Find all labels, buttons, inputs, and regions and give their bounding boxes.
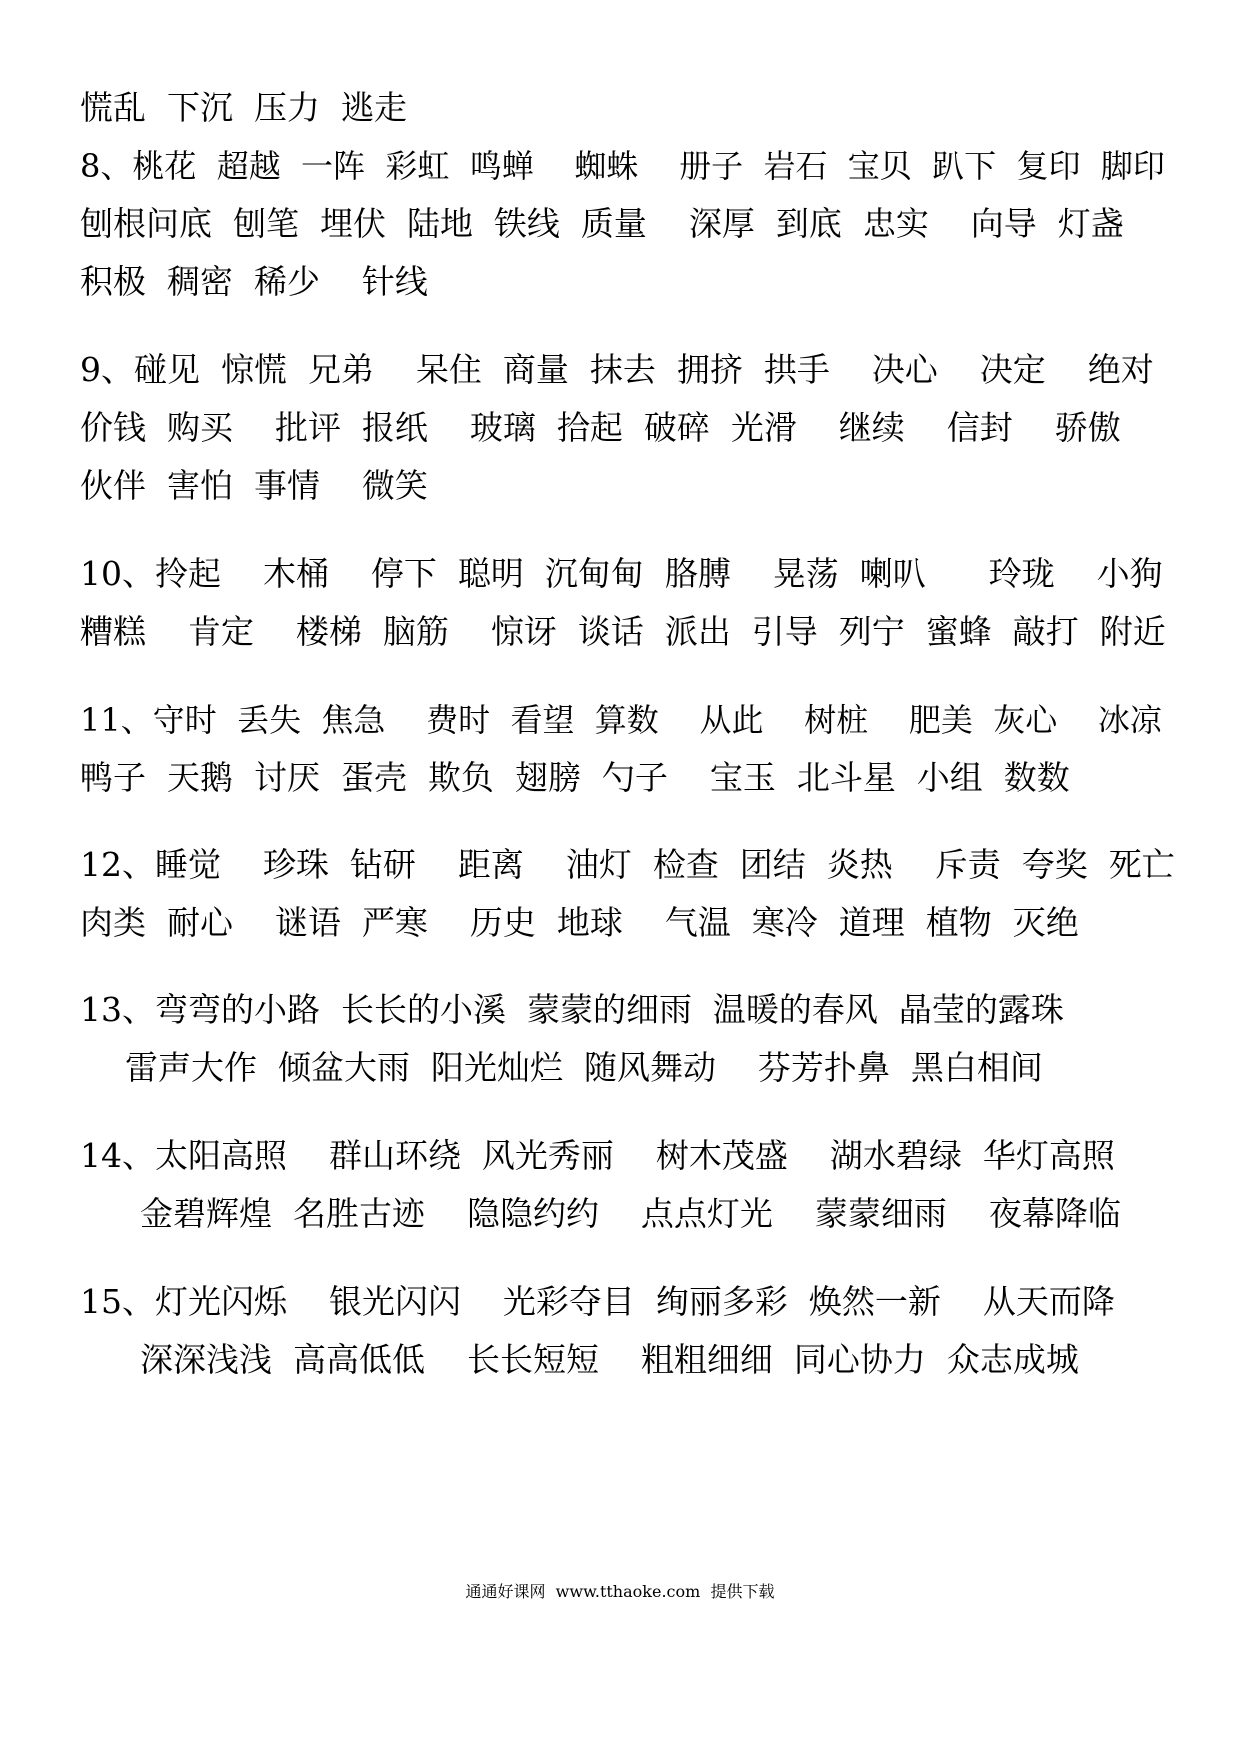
text-line: 雷声大作 倾盆大雨 阳光灿烂 随风舞动 芬芳扑鼻 黑白相间	[125, 1048, 1043, 1087]
text-line: 肉类 耐心 谜语 严寒 历史 地球 气温 寒冷 道理 植物 灭绝	[80, 903, 1079, 942]
text-line: 15、灯光闪烁 银光闪闪 光彩夺目 绚丽多彩 焕然一新 从天而降	[80, 1282, 1115, 1321]
text-line: 伙伴 害怕 事情 微笑	[80, 466, 428, 505]
text-line: 刨根问底 刨笔 埋伏 陆地 铁线 质量 深厚 到底 忠实 向导 灯盏	[80, 204, 1124, 243]
text-line: 金碧辉煌 名胜古迹 隐隐约约 点点灯光 蒙蒙细雨 夜幕降临	[140, 1194, 1121, 1233]
text-line: 价钱 购买 批评 报纸 玻璃 拾起 破碎 光滑 继续 信封 骄傲	[80, 408, 1121, 447]
text-line: 11、守时 丢失 焦急 费时 看望 算数 从此 树桩 肥美 灰心 冰凉	[80, 701, 1162, 739]
text-line: 积极 稠密 稀少 针线	[80, 262, 428, 301]
text-line: 糟糕 肯定 楼梯 脑筋 惊讶 谈话 派出 引导 列宁 蜜蜂 敲打 附近	[80, 612, 1166, 651]
text-line: 8、桃花 超越 一阵 彩虹 鸣蝉 蜘蛛 册子 岩石 宝贝 趴下 复印 脚印	[80, 147, 1165, 185]
text-line: 10、拎起 木桶 停下 聪明 沉甸甸 胳膊 晃荡 喇叭 玲珑 小狗	[80, 554, 1163, 593]
text-line: 13、弯弯的小路 长长的小溪 蒙蒙的细雨 温暖的春风 晶莹的露珠	[80, 990, 1064, 1029]
text-line: 鸭子 天鹅 讨厌 蛋壳 欺负 翅膀 勺子 宝玉 北斗星 小组 数数	[80, 758, 1070, 797]
text-line: 12、睡觉 珍珠 钻研 距离 油灯 检查 团结 炎热 斥责 夸奖 死亡	[80, 845, 1175, 884]
text-line: 慌乱 下沉 压力 逃走	[80, 88, 407, 127]
text-line: 9、碰见 惊慌 兄弟 呆住 商量 抹去 拥挤 拱手 决心 决定 绝对	[80, 350, 1154, 389]
text-line: 深深浅浅 高高低低 长长短短 粗粗细细 同心协力 众志成城	[140, 1340, 1079, 1379]
footer-watermark: 通通好课网 www.tthaoke.com 提供下载	[465, 1582, 775, 1601]
text-line: 14、太阳高照 群山环绕 风光秀丽 树木茂盛 湖水碧绿 华灯高照	[80, 1136, 1115, 1175]
